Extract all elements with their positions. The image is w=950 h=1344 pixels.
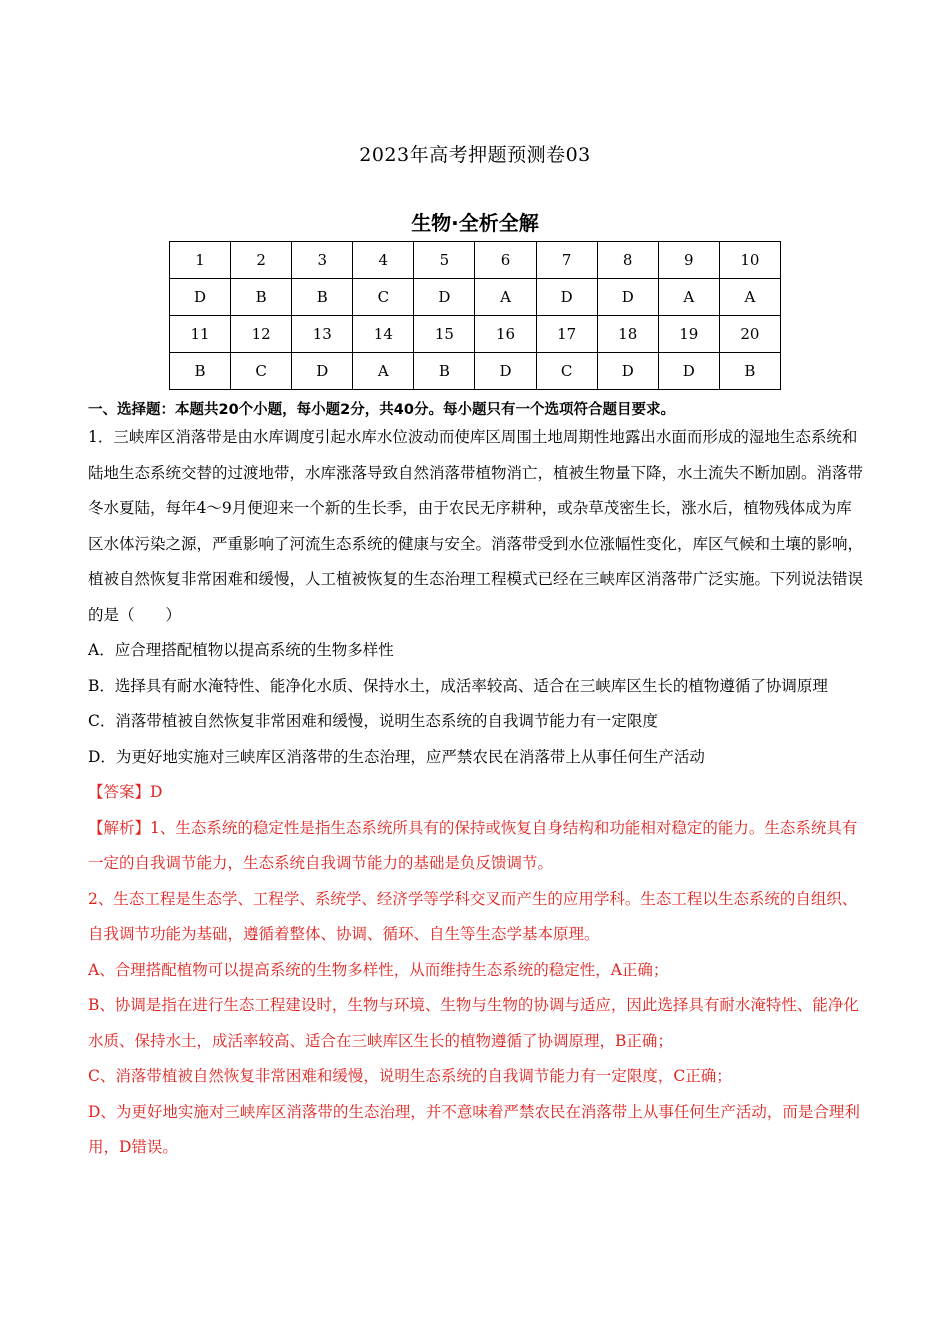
- answer-cell: D: [536, 279, 597, 316]
- answer-cell: A: [719, 279, 780, 316]
- question-number-cell: 5: [414, 242, 475, 279]
- answer-cell: A: [353, 353, 414, 390]
- question-number-cell: 20: [719, 316, 780, 353]
- question-number-cell: 8: [597, 242, 658, 279]
- table-row: [170, 316, 781, 353]
- question-number-cell: 1: [170, 242, 231, 279]
- table-row: [170, 279, 781, 316]
- answer-cell: D: [658, 353, 719, 390]
- question-number-cell: 19: [658, 316, 719, 353]
- answer-cell: B: [292, 279, 353, 316]
- question-number-cell: 18: [597, 316, 658, 353]
- answer-value: D: [150, 783, 163, 801]
- analysis-paragraph-2: 2、生态工程是生态学、工程学、系统学、经济学等学科交叉而产生的应用学科。生态工程以生态系统的自组织、自我调节功能为基础，遵循着整体、协调、循环、自生等生态学基本原理。: [88, 889, 858, 943]
- question-number-cell: 11: [170, 316, 231, 353]
- answer-cell: B: [231, 279, 292, 316]
- answer-cell: A: [658, 279, 719, 316]
- analysis-text-1: 1、生态系统的稳定性是指生态系统所具有的保持或恢复自身结构和功能相对稳定的能力。生态系统具有一定的自我调节能力，生态系统自我调节能力的基础是负反馈调节。: [88, 818, 858, 872]
- answer-cell: C: [536, 353, 597, 390]
- question-number-cell: 15: [414, 316, 475, 353]
- question-number-cell: 13: [292, 316, 353, 353]
- option-c: C．消落带植被自然恢复非常困难和缓慢，说明生态系统的自我调节能力有一定限度: [88, 712, 658, 730]
- table-row: [170, 242, 781, 279]
- question-number-cell: 7: [536, 242, 597, 279]
- question-number-cell: 14: [353, 316, 414, 353]
- answer-cell: D: [475, 353, 536, 390]
- analysis-option-a: A、合理搭配植物可以提高系统的生物多样性，从而维持生态系统的稳定性，A正确；: [88, 960, 669, 979]
- question-number-cell: 4: [353, 242, 414, 279]
- question-number-cell: 6: [475, 242, 536, 279]
- section-heading: 一、选择题：本题共20个小题，每小题2分，共40分。每小题只有一个选项符合题目要求。: [88, 402, 675, 418]
- answer-cell: D: [597, 353, 658, 390]
- page-subtitle: 生物·全析全解: [411, 211, 539, 235]
- option-a: A．应合理搭配植物以提高系统的生物多样性: [88, 641, 394, 659]
- question-number-cell: 17: [536, 316, 597, 353]
- answer-cell: D: [597, 279, 658, 316]
- answer-cell: A: [475, 279, 536, 316]
- analysis-option-b: B、协调是指在进行生态工程建设时，生物与环境、生物与生物的协调与适应，因此选择具有耐水淹特性、能净化水质、保持水土，成活率较高、适合在三峡库区生长的植物遵循了协调原理，B正确；: [88, 996, 859, 1050]
- answer-cell: C: [353, 279, 414, 316]
- question-number-cell: 10: [719, 242, 780, 279]
- question-number-cell: 16: [475, 316, 536, 353]
- analysis-option-d: D、为更好地实施对三峡库区消落带的生态治理，并不意味着严禁农民在消落带上从事任何生产活动，而是合理利用，D错误。: [88, 1102, 860, 1156]
- answer-label: 【答案】: [88, 783, 151, 801]
- question-stem: 1．三峡库区消落带是由水库调度引起水库水位波动而使库区周围土地周期性地露出水面而形成的湿地生态系统和陆地生态系统交替的过渡地带，水库涨落导致自然消落带植物消亡，植被生物量下降，水土流失不断加剧。消落带冬水夏陆，每年4～9月便迎来一个新的生长季，由于农民无序耕种，或杂草茂密生长，涨水后，植物残体成为库区水体污染之源，严重影响了河流生态系统的健康与安全。消落带受到水位涨幅性变化，库区气候和土壤的影响，植被自然恢复非常困难和缓慢，人工植被恢复的生态治理工程模式已经在三峡库区消落带广泛实施。下列说法错误的是（ ）: [88, 428, 864, 624]
- page-title: 2023年高考押题预测卷03: [359, 144, 591, 166]
- answer-cell: B: [719, 353, 780, 390]
- analysis-label: 【解析】: [88, 818, 151, 837]
- question-number-cell: 12: [231, 316, 292, 353]
- answer-cell: B: [414, 353, 475, 390]
- answer-key-table: [169, 241, 781, 390]
- question-block: [88, 420, 863, 1166]
- analysis-option-c: C、消落带植被自然恢复非常困难和缓慢，说明生态系统的自我调节能力有一定限度，C正确；: [88, 1067, 732, 1085]
- answer-cell: D: [414, 279, 475, 316]
- answer-cell: C: [231, 353, 292, 390]
- question-number-cell: 2: [231, 242, 292, 279]
- answer-cell: D: [292, 353, 353, 390]
- answer-line: [88, 775, 863, 811]
- question-number-cell: 3: [292, 242, 353, 279]
- option-b: B．选择具有耐水淹特性、能净化水质、保持水土，成活率较高、适合在三峡库区生长的植物遵循了协调原理: [88, 676, 828, 695]
- answer-cell: B: [170, 353, 231, 390]
- answer-cell: D: [170, 279, 231, 316]
- question-number-cell: 9: [658, 242, 719, 279]
- table-row: [170, 353, 781, 390]
- analysis-paragraph-1: [88, 811, 863, 882]
- option-d: D．为更好地实施对三峡库区消落带的生态治理，应严禁农民在消落带上从事任何生产活动: [88, 747, 705, 766]
